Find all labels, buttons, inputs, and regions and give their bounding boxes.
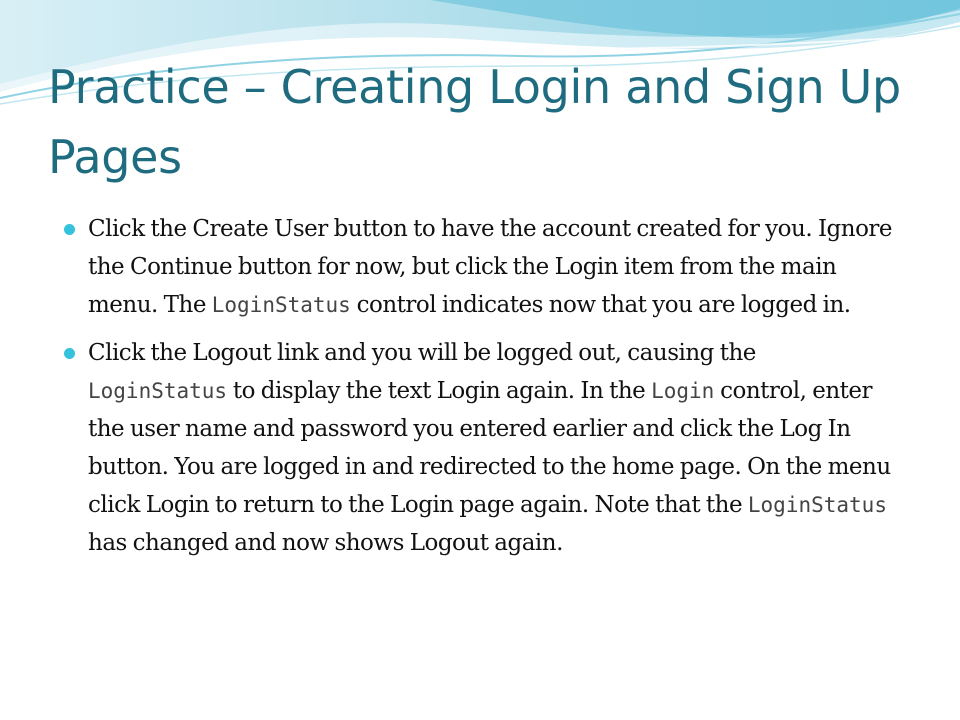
bullet-text-run: to display the text Login again. In the <box>227 378 652 404</box>
bullet-dot-icon <box>64 224 75 235</box>
code-term-login: Login <box>651 379 715 403</box>
bullet-text-run: Click the Create User button to have the account created for you. Ignore the Continue button for now, but click the Login item from the main menu. The <box>88 216 893 318</box>
bullet-item <box>64 334 894 562</box>
bullet-text-run: control, enter the user name and password you entered earlier and click the Log In button. You are logged in and redirected to the home page. On the menu click Login to return to the Login page again. Note that the <box>88 378 891 518</box>
bullet-text <box>88 334 894 562</box>
bullet-dot-icon <box>64 348 75 359</box>
bullet-text-run: Click the Logout link and you will be logged out, causing the <box>88 340 756 366</box>
code-term-loginstatus: LoginStatus <box>211 293 351 317</box>
slide-title: Practice – Creating Login and Sign Up Pages <box>48 60 901 184</box>
bullet-text <box>88 210 894 324</box>
bullet-text-run: has changed and now shows Logout again. <box>88 530 563 556</box>
code-term-loginstatus: LoginStatus <box>747 493 887 517</box>
bullet-list <box>64 210 894 572</box>
code-term-loginstatus: LoginStatus <box>88 379 228 403</box>
bullet-item <box>64 210 894 324</box>
bullet-text-run: control indicates now that you are logged in. <box>350 292 851 318</box>
